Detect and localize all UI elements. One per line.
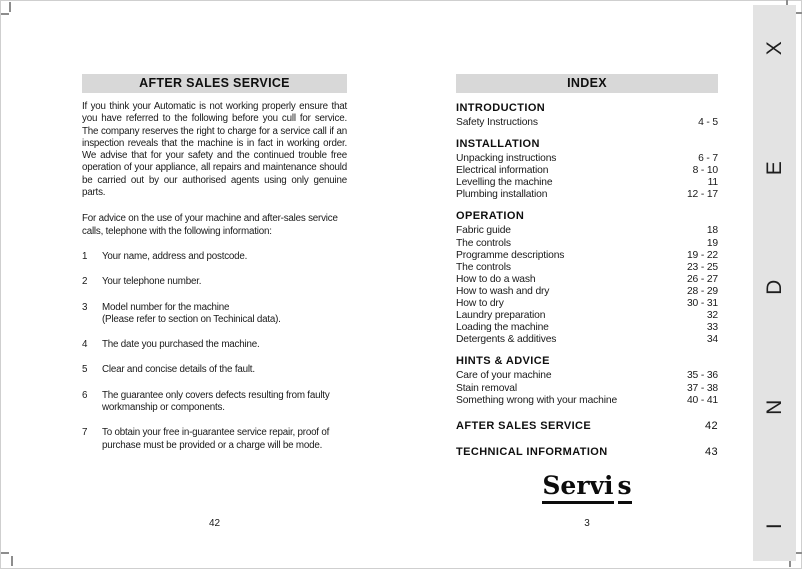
section-heading	[456, 138, 718, 151]
index-entry-label: Safety Instructions	[456, 117, 538, 128]
index-entry-label: Programme descriptions	[456, 249, 565, 261]
vertical-index-letter: E	[762, 160, 786, 175]
index-entry-label: Unpacking instructions	[456, 153, 557, 165]
index-row	[456, 225, 718, 237]
list-item-2	[82, 276, 347, 288]
list-item-5	[82, 364, 347, 376]
list-item-text: Clear and concise details of the fault.	[102, 364, 255, 376]
index-entry-label: Stain removal	[456, 382, 518, 394]
index-section-technical-information	[456, 446, 718, 459]
index-entry-label: Care of your machine	[456, 370, 552, 382]
index-entry-label: Electrical information	[456, 165, 549, 177]
index-entry-pages: 12 - 17	[686, 189, 718, 201]
list-item-1	[82, 251, 347, 263]
section-heading-label: INTRODUCTION	[456, 102, 546, 114]
index-entry-pages: 23 - 25	[686, 261, 718, 273]
after-sales-paragraph-1: If you think your Automatic is not working properly ensure that you have referred to the following before you cull for service. The company reserves the right to charge for a service call if an inspection reveals that the machine is in fact in working order. We advise that for your safety and the continued trouble free operation of your appliance, all repairs and maintenance should be carried out by our authorised agents using only genuine parts.	[82, 101, 347, 199]
right-page	[456, 74, 718, 461]
list-item-number: 3	[82, 301, 88, 313]
list-item-number: 4	[82, 339, 88, 351]
index-section-operation	[456, 210, 718, 346]
index-entry-label: Loading the machine	[456, 322, 549, 334]
crop-mark-top-left	[9, 2, 11, 12]
index-entry-pages: 43	[704, 445, 718, 458]
section-heading-label: AFTER SALES SERVICE	[456, 419, 592, 432]
index-row	[456, 238, 718, 250]
index-row	[456, 298, 718, 310]
index-entry-pages: 28 - 29	[686, 285, 718, 297]
list-item-text: Your name, address and postcode.	[102, 250, 248, 262]
index-entry-label: How to wash and dry	[456, 285, 550, 297]
vertical-index-letter: D	[762, 279, 786, 295]
section-heading	[456, 102, 718, 115]
index-section-after-sales	[456, 420, 718, 433]
list-item-number: 5	[82, 364, 88, 376]
index-section-hints-advice	[456, 355, 718, 406]
index-row	[456, 310, 718, 322]
section-heading-label: OPERATION	[456, 210, 525, 223]
crop-mark-bottom-left	[1, 552, 9, 554]
index-entry-pages: 35 - 36	[686, 370, 718, 382]
index-row	[456, 370, 718, 382]
index-row	[456, 250, 718, 262]
section-heading	[456, 210, 718, 223]
index-row	[456, 177, 718, 189]
list-item-number: 6	[82, 389, 88, 401]
index-row	[456, 153, 718, 165]
section-heading	[456, 446, 718, 459]
left-page	[82, 74, 347, 465]
index-entry-pages: 19	[706, 237, 718, 249]
index-header: INDEX	[456, 74, 718, 93]
list-item-7	[82, 427, 347, 452]
list-item-3	[82, 302, 347, 327]
index-row	[456, 274, 718, 286]
section-heading	[456, 420, 718, 433]
left-page-number: 42	[208, 518, 221, 529]
index-entry-label: The controls	[456, 261, 511, 273]
list-item-number: 2	[82, 276, 88, 288]
index-row	[456, 395, 718, 407]
index-entry-pages: 33	[706, 322, 718, 334]
index-row	[456, 286, 718, 298]
vertical-index-letter: N	[762, 398, 786, 415]
right-page-number: 3	[584, 518, 590, 529]
list-item-text	[102, 302, 347, 327]
index-entry-label: Laundry preparation	[456, 310, 546, 322]
index-row	[456, 117, 718, 129]
index-row	[456, 189, 718, 201]
after-sales-paragraph-2: For advice on the use of your machine and after-sales service calls, telephone with the following information:	[82, 213, 338, 237]
index-entry-pages: 40 - 41	[686, 394, 718, 406]
service-info-list	[82, 251, 347, 452]
index-entry-pages: 6 - 7	[698, 153, 718, 165]
section-heading-label: HINTS & ADVICE	[456, 355, 550, 368]
list-item-text-line-1: Model number for the machine	[102, 301, 230, 313]
index-entry-label: How to dry	[456, 298, 504, 310]
list-item-text: Your telephone number.	[102, 276, 202, 288]
list-item-text: The date you purchased the machine.	[102, 339, 260, 351]
index-entry-label: The controls	[456, 237, 511, 249]
servis-logo-text: s	[618, 471, 632, 504]
index-row	[456, 322, 718, 334]
servis-logo	[456, 471, 718, 504]
index-entry-label: Something wrong with your machine	[456, 394, 618, 406]
index-entry-pages: 19 - 22	[686, 249, 718, 261]
index-row	[456, 383, 718, 395]
index-entry-label: Detergents & additives	[456, 334, 557, 346]
after-sales-service-header: AFTER SALES SERVICE	[82, 74, 347, 93]
list-item-text: The guarantee only covers defects resulting from faulty workmanship or components.	[102, 389, 330, 414]
index-entry-pages: 4 - 5	[698, 117, 718, 128]
index-entry-pages: 18	[706, 225, 718, 237]
index-section-introduction	[456, 102, 718, 129]
vertical-index-tab	[753, 5, 796, 561]
index-entry-pages: 8 - 10	[692, 165, 718, 177]
vertical-index-letter: X	[762, 40, 786, 56]
index-section-installation	[456, 138, 718, 201]
index-entry-pages: 30 - 31	[686, 298, 718, 310]
list-item-4	[82, 339, 347, 351]
index-entry-pages: 42	[704, 419, 718, 432]
index-entry-pages: 32	[706, 310, 718, 322]
index-entry-label: How to do a wash	[456, 273, 536, 285]
list-item-6	[82, 390, 347, 415]
crop-mark-top-left	[1, 13, 9, 15]
index-entry-label: Plumbing installation	[456, 189, 548, 201]
index-entry-label: Fabric guide	[456, 225, 511, 237]
index-entry-pages: 37 - 38	[686, 382, 718, 394]
section-heading-label: TECHNICAL INFORMATION	[456, 445, 608, 458]
list-item-number: 7	[82, 427, 88, 439]
index-entry-pages: 34	[706, 334, 718, 346]
servis-logo-text: Servi	[542, 471, 613, 504]
list-item-text-line-2: (Please refer to section on Techinical data).	[102, 313, 281, 325]
index-row	[456, 262, 718, 274]
index-row	[456, 165, 718, 177]
vertical-index-letter: I	[762, 522, 786, 530]
section-heading	[456, 355, 718, 368]
list-item-text: To obtain your free in-guarantee service repair, proof of purchase must be provided or a charge will be mode.	[102, 427, 330, 451]
index-entry-pages: 11	[707, 177, 718, 189]
index-entry-pages: 26 - 27	[686, 273, 718, 285]
list-item-number: 1	[82, 250, 88, 262]
index-row	[456, 334, 718, 346]
index-entry-label: Levelling the machine	[456, 177, 553, 189]
crop-mark-bottom-left	[11, 556, 13, 566]
section-heading-label: INSTALLATION	[456, 138, 540, 151]
